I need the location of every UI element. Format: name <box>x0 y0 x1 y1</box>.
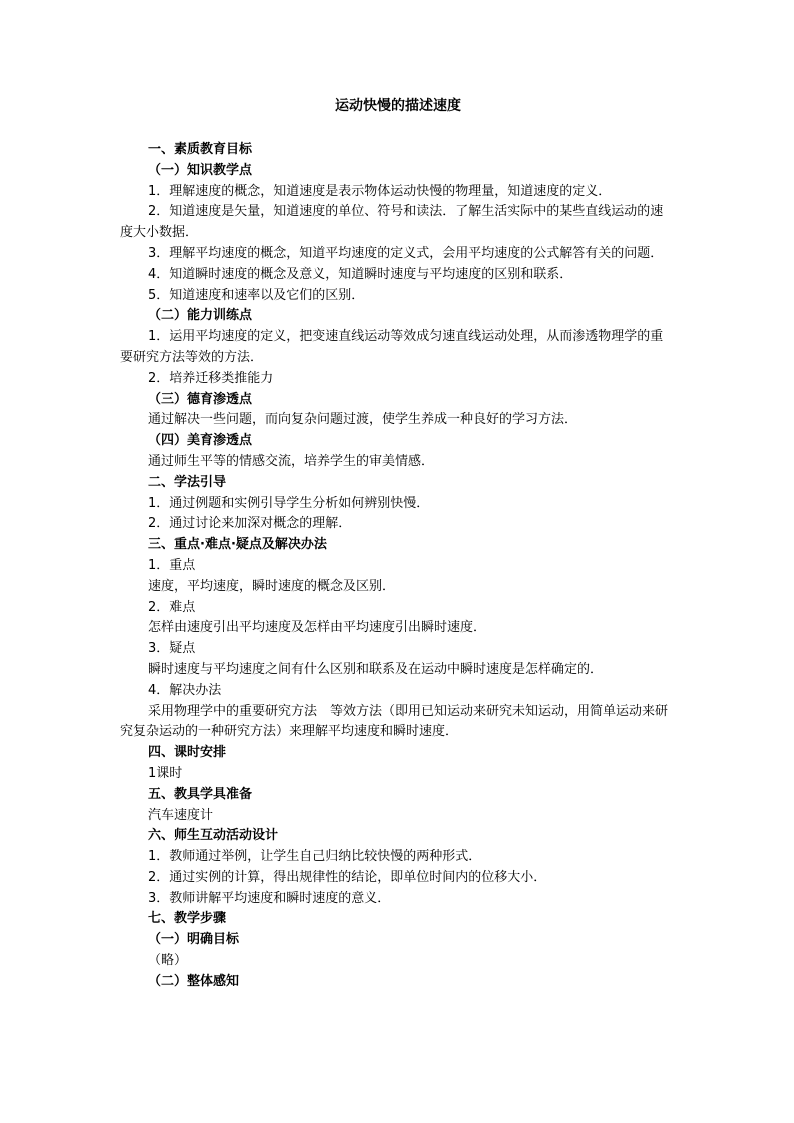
paragraph-line: 5．知道速度和速率以及它们的区别． <box>148 287 365 303</box>
paragraph-line: 2．通过讨论来加深对概念的理解． <box>148 516 352 532</box>
paragraph-line: 1课时 <box>148 765 183 781</box>
paragraph-line: 2．培养迁移类推能力 <box>148 370 274 386</box>
paragraph-line: 采用物理学中的重要研究方法 等效方法（即用已知运动来研究未知运动，用简单运动来研究复杂运动的一种研究方法）来理解平均速度和瞬时速度． <box>120 703 669 740</box>
paragraph-line: 汽车速度计 <box>148 807 214 823</box>
paragraph-line: 3．理解平均速度的概念，知道平均速度的定义式，会用平均速度的公式解答有关的问题． <box>148 245 664 261</box>
document-title: 运动快慢的描述速度 <box>335 98 461 114</box>
section-heading: 六、师生互动活动设计 <box>148 828 279 844</box>
paragraph-line: 1．教师通过举例，让学生自己归纳比较快慢的两种形式． <box>148 849 482 865</box>
paragraph-line: 瞬时速度与平均速度之间有什么区别和联系及在运动中瞬时速度是怎样确定的． <box>148 661 604 677</box>
subsection-heading: （一）明确目标 <box>148 932 240 948</box>
paragraph-line: 4．解决办法 <box>148 682 222 698</box>
subsection-heading: （三）德育渗透点 <box>148 391 253 407</box>
paragraph-line: 4．知道瞬时速度的概念及意义，知道瞬时速度与平均速度的区别和联系． <box>148 266 573 282</box>
document-body <box>120 140 676 993</box>
section-heading: 三、重点·难点·疑点及解决办法 <box>148 537 327 553</box>
section-heading: 二、学法引导 <box>148 474 227 490</box>
section-heading: 五、教具学具准备 <box>148 786 253 802</box>
paragraph-line: 怎样由速度引出平均速度及怎样由平均速度引出瞬时速度． <box>148 620 487 636</box>
section-heading: 一、素质教育目标 <box>148 142 253 157</box>
paragraph-line: 1．理解速度的概念，知道速度是表示物体运动快慢的物理量，知道速度的定义． <box>148 183 612 199</box>
paragraph-line: 2．通过实例的计算，得出规律性的结论，即单位时间内的位移大小． <box>148 869 547 885</box>
section-heading: 七、教学步骤 <box>148 911 227 927</box>
paragraph-line: 速度，平均速度，瞬时速度的概念及区别． <box>148 578 396 594</box>
section-heading: 四、课时安排 <box>148 745 227 761</box>
paragraph-line: 3．教师讲解平均速度和瞬时速度的意义． <box>148 890 391 906</box>
paragraph-line: 2．难点 <box>148 599 196 615</box>
subsection-heading: （二）能力训练点 <box>148 308 253 324</box>
paragraph-line: 通过师生平等的情感交流，培养学生的审美情感． <box>148 453 435 469</box>
document-page <box>120 96 676 993</box>
paragraph-line: 2．知道速度是矢量，知道速度的单位、符号和读法．了解生活实际中的某些直线运动的速度大小数据． <box>120 204 664 241</box>
subsection-heading: （二）整体感知 <box>148 973 240 989</box>
subsection-heading: （一）知识教学点 <box>148 162 253 178</box>
paragraph-line: （略） <box>148 953 188 969</box>
paragraph-line: 3．疑点 <box>148 641 196 657</box>
subsection-heading: （四）美育渗透点 <box>148 433 253 449</box>
paragraph-line: 1．通过例题和实例引导学生分析如何辨别快慢． <box>148 495 430 511</box>
paragraph-line: 1．重点 <box>148 557 196 573</box>
paragraph-line: 通过解决一些问题，而向复杂问题过渡，使学生养成一种良好的学习方法． <box>148 412 578 428</box>
paragraph-line: 1．运用平均速度的定义，把变速直线运动等效成匀速直线运动处理，从而渗透物理学的重要研究方法等效的方法． <box>120 329 664 365</box>
